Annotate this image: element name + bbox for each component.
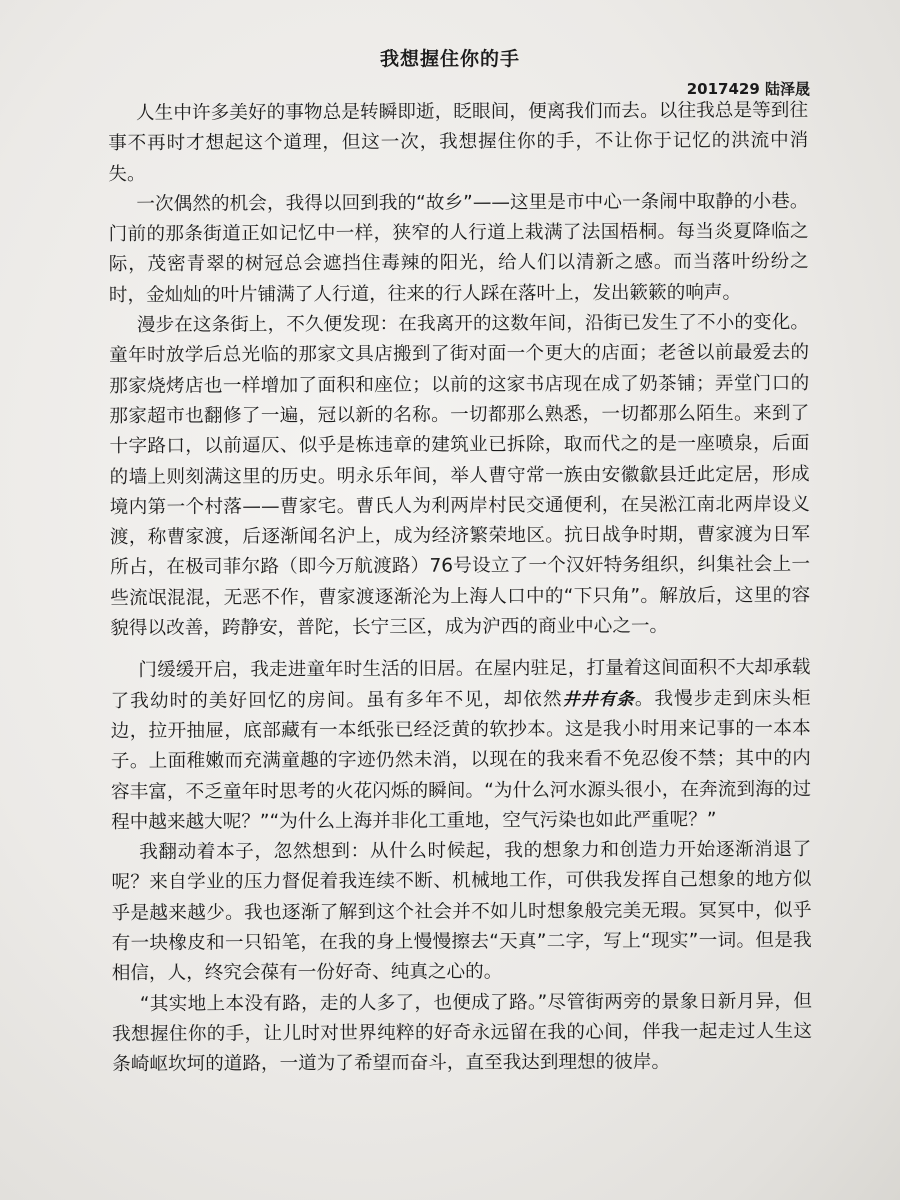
paragraph-3: 漫步在这条街上，不久便发现：在我离开的这数年间，沿街已发生了不小的变化。童年时放学后总光临的那家文具店搬到了街对面一个更大的店面；老爸以前最爱去的那家烧烤店也一样增加了面积和座位；以前的这家书店现在成了奶茶铺；弄堂门口的那家超市也翻修了一遍，冠以新的名称。一切都那么熟悉，一切都那么陌生。来到了十字路口，以前逼仄、似乎是栋违章的建筑业已拆除，取而代之的是一座喷泉，后面的墙上则刻满这里的历史。明永乐年间，举人曹守常一族由安徽歙县迁此定居，形成境内第一个村落——曹家宅。曹氏人为利两岸村民交通便利，在吴淞江南北两岸设义渡，称曹家渡，后逐渐闻名沪上，成为经济繁荣地区。抗日战争时期，曹家渡为日军所占，在极司菲尔路（即今万航渡路）76号设立了一个汉奸特务组织，纠集社会上一些流氓混混，无恶不作，曹家渡逐渐沦为上海人口中的“下只角”。解放后，这里的容貌得以改善，跨静安，普陀，长宁三区，成为沪西的商业中心之一。 — [109, 312, 811, 640]
handwritten-correction: 井井有条 — [562, 689, 635, 710]
paragraph-4-text-before: 门缓缓开启，我走进童年时生活的旧居。在屋内驻足，打量着这间面积不大却承载了我幼时的美好回忆的房间。虽有多年不见，却依然 — [110, 657, 811, 712]
paragraph-4-text-after: 。我慢步走到床头柜边，拉开抽屉，底部藏有一本纸张已经泛黄的软抄本。这是我小时用来记事的一本本子。上面稚嫩而充满童趣的字迹仍然未消，以现在的我来看不免忍俊不禁；其中的内容丰富，不乏童年时思考的火花闪烁的瞬间。“为什么河水源头很小，在奔流到海的过程中越来越大呢？”“为什么上海并非化工重地，空气污染也如此严重呢？” — [110, 687, 812, 833]
paragraph-2: 一次偶然的机会，我得以回到我的“故乡”——这里是市中心一条闹中取静的小巷。门前的那条街道正如记忆中一样，狭窄的人行道上栽满了法国梧桐。每当炎夏降临之际，茂密青翠的树冠总会遮挡住毒辣的阳光，给人们以清新之感。而当落叶纷纷之时，金灿灿的叶片铺满了人行道，往来的行人踩在落叶上，发出簌簌的响声。 — [108, 190, 809, 306]
essay-title: 我想握住你的手 — [379, 48, 520, 70]
paragraph-6: “其实地上本没有路，走的人多了，也便成了路。”尽管街两旁的景象日新月异，但我想握住你的手，让儿时对世界纯粹的好奇永远留在我的心间，伴我一起走过人生这条崎岖坎坷的道路，一道为了希望而奋斗，直至我达到理想的彼岸。 — [112, 990, 813, 1076]
paragraph-1: 人生中许多美好的事物总是转瞬即逝，眨眼间，便离我们而去。以往我总是等到往事不再时才想起这个道理，但这一次，我想握住你的手，不让你于记忆的洪流中消失。 — [108, 99, 809, 185]
essay-body — [108, 96, 812, 1081]
paragraph-4 — [110, 653, 811, 838]
author-byline: 2017429 陆泽晟 — [686, 80, 810, 98]
paragraph-5: 我翻动着本子，忽然想到：从什么时候起，我的想象力和创造力开始逐渐消退了呢？来自学业的压力督促着我连续不断、机械地工作，可供我发挥自己想象的地方似乎是越来越少。我也逐渐了解到这个社会并不如儿时想象般完美无瑕。冥冥中，似乎有一块橡皮和一只铅笔，在我的身上慢慢擦去“天真”二字，写上“现实”一词。但是我相信，人，终究会葆有一份好奇、纯真之心的。 — [111, 839, 812, 985]
